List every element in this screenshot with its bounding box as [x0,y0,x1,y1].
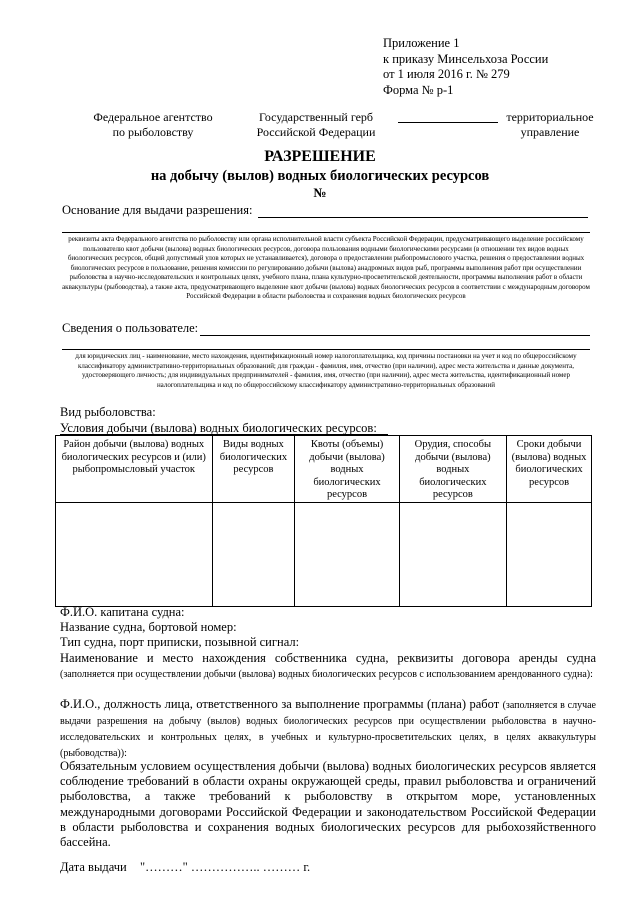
cell-terms[interactable] [507,502,592,606]
annex-line: Форма № р-1 [383,82,454,97]
cell-species[interactable] [212,502,295,606]
conditions-table [55,435,592,607]
responsible-note: (заполняется в случае выдачи разрешения на добычу (вылов) водных биологических ресурсов при осуществлении рыболовства в научно-исследовательских и контрольных целях, в учебных и культурно-просветительских целях, в целях аквакультуры (рыбоводства)): [60,700,596,759]
annex-block [383,36,548,98]
document-title: РАЗРЕШЕНИЕ [264,148,376,165]
basis-hint: реквизиты акта Федерального агентства по рыболовству или органа исполнительной власти субъекта Российской Федерации, предусматривающего выделение российскому пользователю квот добычи (вылова) водных биологических ресурсов, договора пользования водными биологическими ресурсами (в отношении тех видов водных биологических ресурсов, общий допустимый улов которых не устанавливается), договора о предоставлении рыбопромыслового участка, решения о предоставлении водных биологических ресурсов в пользование, решения комиссии по регулированию добычи (вылова) анадромных видов рыб, программы выполнения работ при осуществлении рыболовства в научно-исследовательских и контрольных целях, учебного плана, плана культурно-просветительской деятельности, программы выполнения работ в области аквакультуры (рыбоводства), а также акта, предусматривающего выделение квот добычи (вылова) водных биологических ресурсов в соответствии с международным договором Российской Федерации в области рыболовства и сохранения водных биологических ресурсов [62,235,590,300]
col-header-area: Район добычи (вылова) водных биологических ресурсов и (или) рыбопромысловый участок [56,436,213,503]
cell-area[interactable] [56,502,213,606]
fishing-type-label: Вид рыболовства: [60,405,156,419]
owner-label: Наименование и место нахождения собственника судна, реквизиты договора аренды судна [60,651,596,665]
territorial-caption [498,110,602,140]
captain-label: Ф.И.О. капитана судна: [60,605,185,619]
user-label: Сведения о пользователе: [62,321,199,335]
territorial-line: территориальное [506,110,594,124]
cell-gear[interactable] [399,502,506,606]
emblem-line: Государственный герб [258,110,374,124]
col-header-quotas: Квоты (объемы) добычи (вылова) водных биологических ресурсов [295,436,399,503]
user-input-line[interactable] [200,335,590,336]
agency-name [68,110,238,140]
responsible-block [60,697,596,761]
cell-quotas[interactable] [295,502,399,606]
document-subtitle: на добычу (вылов) водных биологических ресурсов [150,168,490,184]
emblem-line: Российской Федерации [256,125,376,139]
annex-line: от 1 июля 2016 г. № 279 [383,67,510,81]
responsible-label: Ф.И.О., должность лица, ответственного за выполнение программы (плана) работ [60,697,500,711]
vessel-name-label: Название судна, бортовой номер: [60,620,237,634]
user-input-line-2[interactable] [62,349,590,350]
col-header-species: Виды водных биологических ресурсов [212,436,295,503]
issue-date-label: Дата выдачи [60,860,127,874]
issue-date-value[interactable]: "………" …………….. ……… г. [140,860,311,874]
basis-input-line-2[interactable] [62,232,590,233]
mandatory-condition: Обязательным условием осуществления добычи (вылова) водных биологических ресурсов является соблюдение требований в области охраны окружающей среды, правил рыболовства и ограничений рыболовства, а также требований к рыболовству в открытом море, установленных международными договорами Российской Федерации и законодательством Российской Федерации в области рыболовства и сохранения водных биологических ресурсов для рыбохозяйственного бассейна. [60,759,596,850]
table-row [56,502,592,606]
basis-input-line[interactable] [258,217,588,218]
territorial-line: управление [520,125,580,139]
basis-label: Основание для выдачи разрешения: [62,203,253,217]
state-emblem-caption [236,110,396,140]
vessel-type-label: Тип судна, порт приписки, позывной сигнал: [60,635,300,649]
col-header-gear: Орудия, способы добычи (вылова) водных биологических ресурсов [399,436,506,503]
owner-block [60,651,596,682]
annex-line: к приказу Минсельхоза России [383,51,549,66]
territorial-name-line[interactable] [398,122,498,123]
table-header-row [56,436,592,503]
annex-line: Приложение 1 [383,36,460,50]
user-hint: для юридических лиц - наименование, место нахождения, идентификационный номер налогоплательщика, код причины постановки на учет и код по общероссийскому классификатору административно-территориальных образований; для граждан - фамилия, имя, отчество (при наличии), адрес места жительства и данные документа, удостоверяющего личность; для индивидуальных предпринимателей - фамилия, имя, отчество (при наличии), адрес места жительства, идентификационный номер налогоплательщика и код по общероссийскому классификатору административно-территориальных образований [75,352,577,389]
col-header-terms: Сроки добычи (вылова) водных биологических ресурсов [507,436,592,503]
agency-line: по рыболовству [112,125,194,139]
agency-line: Федеральное агентство [93,110,213,124]
owner-note: (заполняется при осуществлении добычи (вылова) водных биологических ресурсов с использованием арендованного судна): [60,669,593,680]
document-number: № [313,185,327,200]
conditions-label: Условия добычи (вылова) водных биологических ресурсов: [60,421,377,435]
